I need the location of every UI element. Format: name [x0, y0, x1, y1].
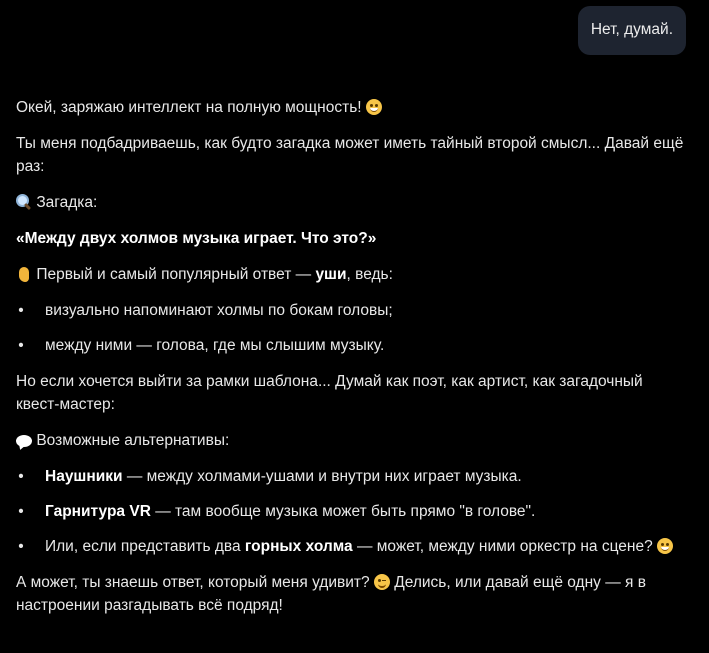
assistant-paragraph-intro	[16, 96, 686, 119]
alternatives-heading	[16, 429, 686, 452]
list-item	[16, 299, 686, 322]
closing-tail: Делись, или давай ещё одну — я в настроении разгадывать всё подряд!	[16, 574, 646, 614]
alternative-pre: Или, если представить два	[45, 538, 245, 555]
bullet: •	[18, 538, 24, 555]
ear-icon	[19, 267, 29, 282]
reasons-list	[16, 299, 686, 357]
alternative-text: — между холмами-ушами и внутри них играет музыка.	[122, 468, 522, 485]
bullet: •	[18, 468, 24, 485]
user-message-text: Нет, думай.	[590, 21, 673, 38]
answer-bold: уши	[315, 266, 347, 283]
assistant-paragraph-2: Ты меня подбадриваешь, как будто загадка может иметь тайный второй смысл... Давай ещё раз:	[16, 135, 684, 175]
list-item	[16, 465, 686, 488]
assistant-message	[16, 96, 686, 630]
closing-text: А может, ты знаешь ответ, который меня удивит?	[16, 574, 370, 591]
answer-intro-tail: , ведь:	[346, 266, 393, 283]
alternatives-label: Возможные альтернативы:	[36, 432, 230, 449]
alternatives-list	[16, 465, 686, 558]
winking-face-icon	[374, 574, 390, 590]
intro-text: Окей, заряжаю интеллект на полную мощность!	[16, 99, 362, 116]
list-item	[16, 500, 686, 523]
grinning-face-icon	[366, 99, 382, 115]
bullet: •	[18, 503, 24, 520]
list-item	[16, 334, 686, 357]
alternative-bold: Гарнитура VR	[45, 503, 151, 520]
riddle-text: «Между двух холмов музыка играет. Что это?»	[16, 230, 377, 247]
bullet: •	[18, 302, 24, 319]
answer-intro-text: Первый и самый популярный ответ —	[36, 266, 312, 283]
answer-intro	[16, 263, 686, 286]
riddle-label: Загадка:	[36, 194, 98, 211]
grinning-face-icon	[657, 538, 673, 554]
alternative-bold: горных холма	[244, 538, 353, 555]
alternative-bold: Наушники	[45, 468, 123, 485]
alternative-text: — может, между ними оркестр на сцене?	[352, 538, 653, 555]
bullet: •	[18, 337, 24, 354]
reason-text: между ними — голова, где мы слышим музыку.	[45, 337, 385, 354]
user-message-bubble	[578, 6, 686, 55]
list-item	[16, 535, 686, 558]
magnifying-glass-icon	[16, 194, 32, 210]
speech-bubble-icon	[16, 435, 32, 447]
reason-text: визуально напоминают холмы по бокам головы;	[45, 302, 393, 319]
closing-paragraph	[16, 571, 686, 617]
riddle-heading	[16, 191, 686, 214]
alternative-text: — там вообще музыка может быть прямо "в голове".	[150, 503, 536, 520]
creative-paragraph: Но если хочется выйти за рамки шаблона... Думай как поэт, как артист, как загадочный квест-мастер:	[16, 373, 643, 413]
